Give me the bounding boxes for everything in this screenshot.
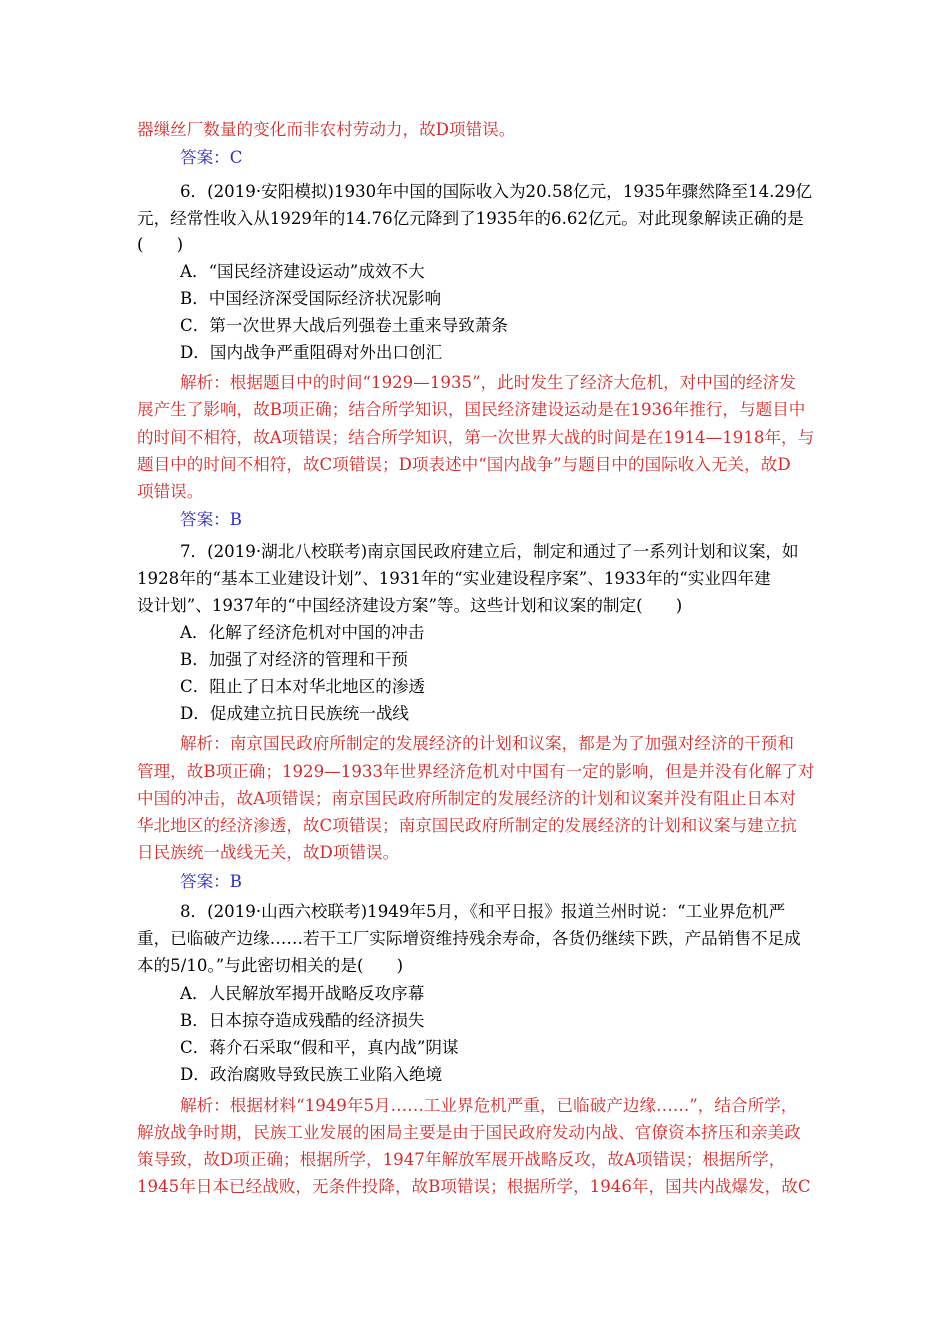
answer-q6: 答案：B [180, 510, 242, 529]
q7-option-d: D．促成建立抗日民族统一战线 [180, 704, 410, 723]
q8-option-b: B．日本掠夺造成残酷的经济损失 [180, 1011, 425, 1030]
q6-option-b: B．中国经济深受国际经济状况影响 [180, 289, 442, 308]
q6-option-a: A．“国民经济建设运动”成效不大 [180, 262, 425, 281]
q7-explanation: 解析：南京国民政府所制定的发展经济的计划和议案，都是为了加强对经济的干预和 [180, 734, 794, 753]
q7-explanation-cont: 日民族统一战线无关，故D项错误。 [137, 843, 400, 862]
q7-option-a: A．化解了经济危机对中国的冲击 [180, 623, 425, 642]
question-6-stem: 6．(2019·安阳模拟)1930年中国的国际收入为20.58亿元，1935年骤然降至14.29亿 [180, 182, 813, 201]
question-8-stem: 8．(2019·山西六校联考)1949年5月，《和平日报》报道兰州时说：“工业界危机严 [180, 902, 786, 921]
answer-q5: 答案：C [180, 148, 243, 167]
q8-explanation-cont: 1945年日本已经战败，无条件投降，故B项错误；根据所学，1946年，国共内战爆发，故C [137, 1177, 811, 1196]
answer-q7: 答案：B [180, 872, 242, 891]
q6-explanation-cont: 项错误。 [137, 482, 204, 501]
question-8-stem-cont: 本的5/10。”与此密切相关的是( ) [137, 956, 404, 975]
question-7-stem-cont: 设计划”、1937年的“中国经济建设方案”等。这些计划和议案的制定( ) [137, 596, 683, 615]
q7-explanation-cont: 华北地区的经济渗透，故C项错误；南京国民政府所制定的发展经济的计划和议案与建立抗 [137, 816, 797, 835]
q6-explanation-cont: 展产生了影响，故B项正确；结合所学知识，国民经济建设运动是在1936年推行，与题目中 [137, 400, 806, 419]
q6-option-d: D．国内战争严重阻碍对外出口创汇 [180, 343, 443, 362]
q7-explanation-cont: 管理，故B项正确；1929—1933年世界经济危机对中国有一定的影响，但是并没有化解了对 [137, 762, 815, 781]
q8-option-c: C．蒋介石采取“假和平，真内战”阴谋 [180, 1038, 459, 1057]
q8-option-a: A．人民解放军揭开战略反攻序幕 [180, 984, 425, 1003]
q8-explanation-cont: 策导致，故D项正确；根据所学，1947年解放军展开战略反攻，故A项错误；根据所学， [137, 1150, 786, 1169]
question-6-blank: ( ) [137, 235, 184, 254]
q8-explanation: 解析：根据材料“1949年5月……工业界危机严重，已临破产边缘……”，结合所学， [180, 1096, 798, 1115]
q7-option-c: C．阻止了日本对华北地区的渗透 [180, 677, 426, 696]
explanation-continuation: 器缫丝厂数量的变化而非农村劳动力，故D项错误。 [137, 120, 516, 139]
q8-option-d: D．政治腐败导致民族工业陷入绝境 [180, 1065, 443, 1084]
q6-explanation-cont: 题目中的时间不相符，故C项错误；D项表述中“国内战争”与题目中的国际收入无关，故D [137, 455, 791, 474]
q6-option-c: C．第一次世界大战后列强卷土重来导致萧条 [180, 316, 508, 335]
question-7-stem: 7．(2019·湖北八校联考)南京国民政府建立后，制定和通过了一系列计划和议案，如 [180, 542, 799, 561]
question-8-stem-cont: 重，已临破产边缘……若干工厂实际增资维持残余寿命，各货仍继续下跌，产品销售不足成 [137, 929, 801, 948]
q6-explanation-cont: 的时间不相符，故A项错误；结合所学知识，第一次世界大战的时间是在1914—1918年，与 [137, 428, 815, 447]
q7-option-b: B．加强了对经济的管理和干预 [180, 650, 408, 669]
q8-explanation-cont: 解放战争时期，民族工业发展的困局主要是由于国民政府发动内战、官僚资本挤压和亲美政 [137, 1123, 801, 1142]
q6-explanation: 解析：根据题目中的时间“1929—1935”，此时发生了经济大危机，对中国的经济发 [180, 373, 796, 392]
question-6-stem-cont: 元，经常性收入从1929年的14.76亿元降到了1935年的6.62亿元。对此现象解读正确的是 [137, 209, 804, 228]
q7-explanation-cont: 中国的冲击，故A项错误；南京国民政府所制定的发展经济的计划和议案并没有阻止日本对 [137, 789, 797, 808]
question-7-stem-cont: 1928年的“基本工业建设计划”、1931年的“实业建设程序案”、1933年的“实业四年建 [137, 569, 771, 588]
